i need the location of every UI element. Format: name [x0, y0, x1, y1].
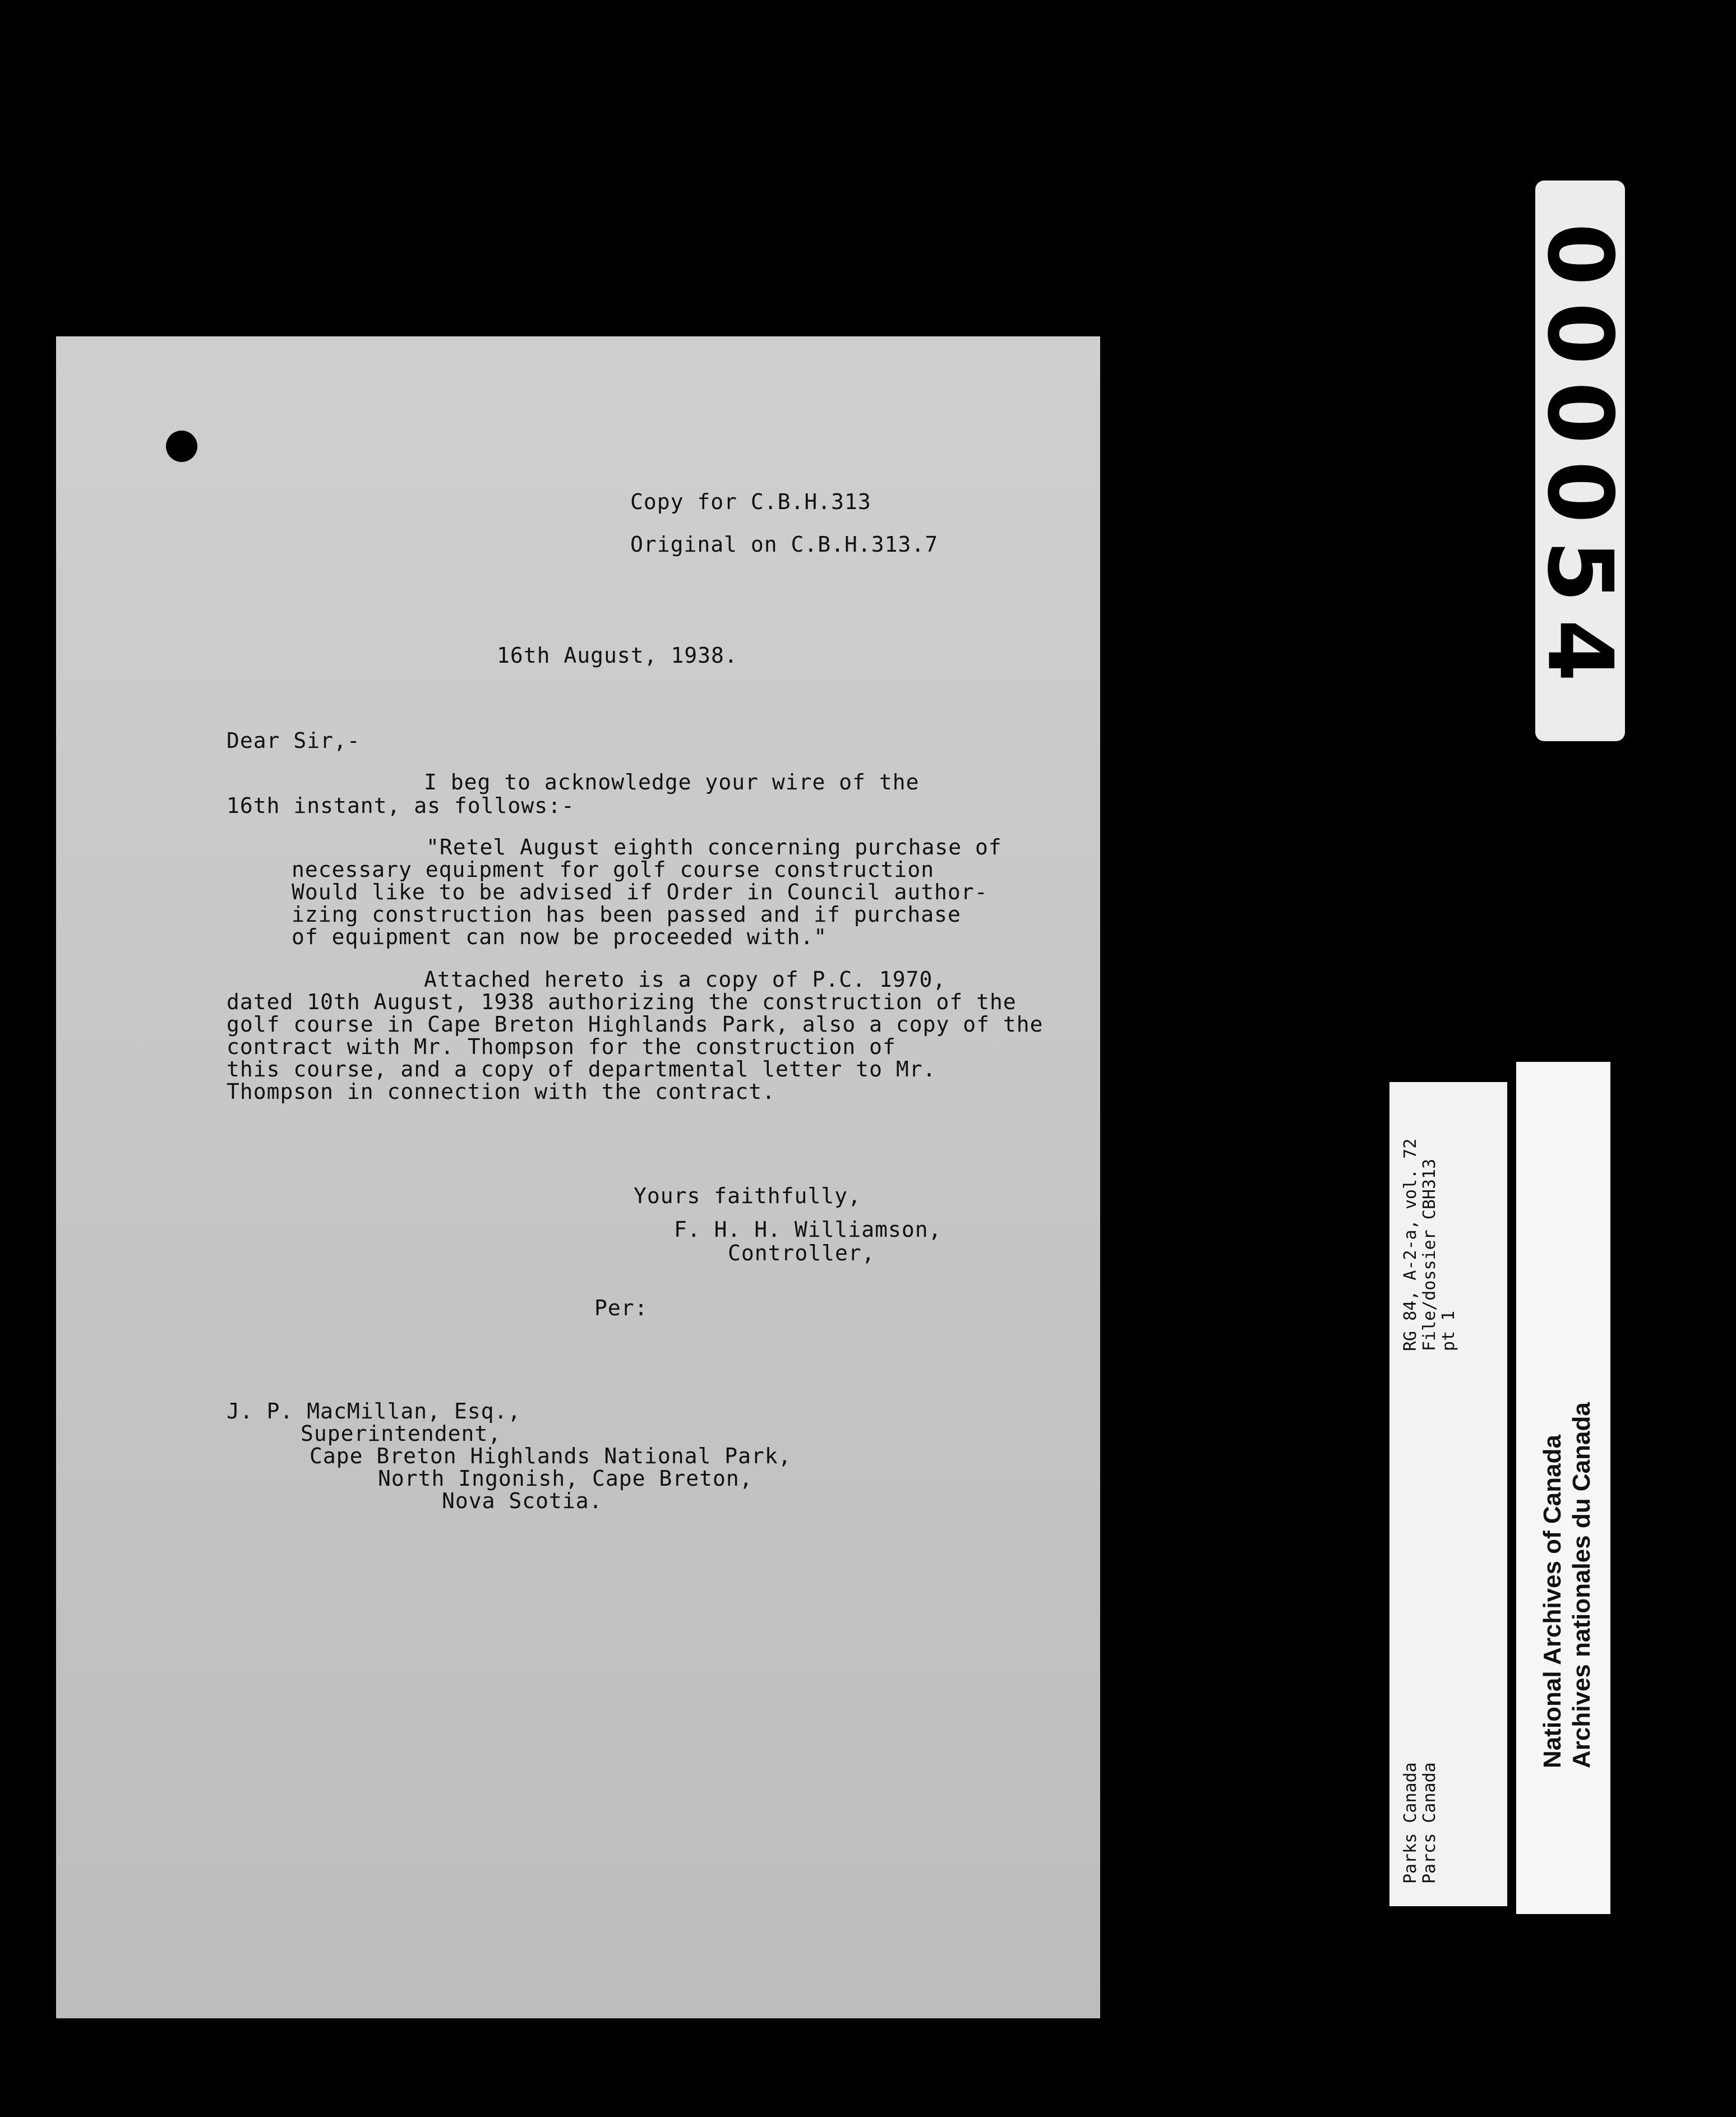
reference-line: RG 84, A-2-a, vol. 72	[1401, 1138, 1420, 1351]
archive-name-label	[1516, 1062, 1610, 1914]
addressee-line: J. P. MacMillan, Esq.,	[227, 1399, 521, 1423]
quoted-wire-line: Would like to be advised if Order in Council author-	[292, 880, 988, 904]
agency-line: Parcs Canada	[1420, 1762, 1439, 1884]
archive-name-english: National Archives of Canada	[1539, 1435, 1566, 1768]
paragraph-1-line: 16th instant, as follows:-	[227, 793, 575, 818]
paragraph-2-line: golf course in Cape Breton Highlands Park, also a copy of the	[227, 1012, 1044, 1037]
reference-line: File/dossier CBH313	[1420, 1158, 1439, 1351]
letter-date: 16th August, 1938.	[497, 643, 738, 668]
addressee-line: North Ingonish, Cape Breton,	[378, 1466, 753, 1491]
addressee-line: Cape Breton Highlands National Park,	[310, 1444, 792, 1468]
paragraph-2-line: Thompson in connection with the contract.	[227, 1079, 775, 1104]
quoted-wire-line: izing construction has been passed and if purchase	[292, 902, 961, 927]
header-copy-reference: Copy for C.B.H.313	[630, 489, 871, 514]
quoted-wire-line: necessary equipment for golf course construction	[292, 857, 935, 882]
paragraph-2-line: this course, and a copy of departmental letter to Mr.	[227, 1057, 936, 1081]
signatory-title: Controller,	[728, 1241, 875, 1265]
salutation: Dear Sir,-	[227, 728, 361, 753]
microfilm-frame-counter	[1527, 181, 1633, 741]
quoted-wire-line: "Retel August eighth concerning purchase of	[426, 835, 1002, 859]
header-original-reference: Original on C.B.H.313.7	[630, 532, 939, 557]
closing: Yours faithfully,	[634, 1184, 861, 1208]
archival-reference-label	[1389, 1082, 1507, 1906]
signatory-name: F. H. H. Williamson,	[674, 1217, 942, 1242]
paragraph-2-line: Attached hereto is a copy of P.C. 1970,	[424, 967, 947, 992]
punch-hole	[166, 431, 197, 462]
reference-line: pt 1	[1439, 1310, 1458, 1351]
paragraph-2-line: dated 10th August, 1938 authorizing the construction of the	[227, 990, 1017, 1014]
quoted-wire-line: of equipment can now be proceeded with."	[292, 925, 828, 949]
per-line: Per:	[594, 1296, 648, 1320]
addressee-line: Superintendent,	[301, 1421, 502, 1446]
paragraph-2-line: contract with Mr. Thompson for the construction of	[227, 1034, 896, 1059]
agency-line: Parks Canada	[1401, 1762, 1420, 1884]
letter-sheet	[56, 336, 1100, 2018]
addressee-line: Nova Scotia.	[442, 1489, 603, 1513]
frame-number: 000054	[1527, 223, 1633, 699]
archive-name-french: Archives nationales du Canada	[1568, 1402, 1595, 1768]
paragraph-1-line: I beg to acknowledge your wire of the	[424, 770, 920, 794]
